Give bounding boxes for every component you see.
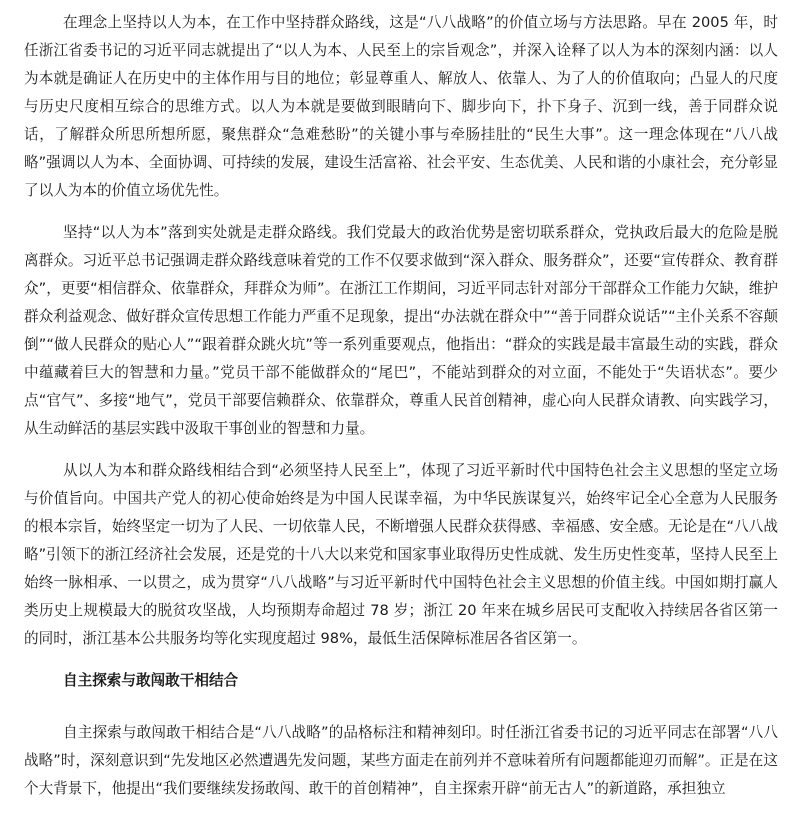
paragraph-exploration: 自主探索与敢闯敢干相结合是“八八战略”的品格标注和精神刻印。时任浙江省委书记的习近平同志在部署“八八战略”时，深刻意识到“先发地区必然遭遇先发问题，某些方面走在前列并不意味着所有问题都能迎刃而解”。正是在这个大背景下，他提出“我们要继续发扬敢闯、敢干的首创精神”，自主探索开辟“前无古人”的新道路，承担独立 <box>24 724 778 797</box>
section-heading: 自主探索与敢闯敢干相结合 <box>63 672 239 689</box>
paragraph-people-supreme: 从以人为本和群众路线相结合到“必须坚持人民至上”，体现了习近平新时代中国特色社会主义思想的坚定立场与价值旨向。中国共产党人的初心使命始终是为中国人民谋幸福，为中华民族谋复兴，始终牢记全心全意为人民服务的根本宗旨，始终坚定一切为了人民、一切依靠人民，不断增强人民群众获得感、幸福感、安全感。无论是在“八八战略”引领下的浙江经济社会发展，还是党的十八大以来党和国家事业取得历史性成就、发生历史性变革，坚持人民至上始终一脉相承、一以贯之，成为贯穿“八八战略”与习近平新时代中国特色社会主义思想的价值主线。中国如期打赢人类历史上规模最大的脱贫攻坚战，人均预期寿命超过 78 岁；浙江 20 年来在城乡居民可支配收入持续居各省区第一的同时，浙江基本公共服务均等化实现度超过 98%，最低生活保障标准居各省区第一。 <box>24 462 778 647</box>
document-body <box>24 9 778 817</box>
paragraph-people-centered: 在理念上坚持以人为本，在工作中坚持群众路线，这是“八八战略”的价值立场与方法思路。早在 2005 年，时任浙江省委书记的习近平同志就提出了“以人为本、人民至上的宗旨观念”，并深入诠释了以人为本的深刻内涵：以人为本就是确证人在历史中的主体作用与目的地位；彰显尊重人、解放人、依靠人、为了人的价值取向；凸显人的尺度与历史尺度相互综合的思维方式。以人为本就是要做到眼睛向下、脚步向下，扑下身子、沉到一线，善于同群众说话，了解群众所思所想所愿，聚焦群众“急难愁盼”的关键小事与牵肠挂肚的“民生大事”。这一理念体现在“八八战略”强调以人为本、全面协调、可持续的发展，建设生活富裕、社会平安、生态优美、人民和谐的小康社会，充分彰显了以人为本的价值立场优先性。 <box>24 14 778 199</box>
paragraph-mass-line: 坚持“以人为本”落到实处就是走群众路线。我们党最大的政治优势是密切联系群众，党执政后最大的危险是脱离群众。习近平总书记强调走群众路线意味着党的工作不仅要求做到“深入群众、服务群众”，还要“宣传群众、教育群众”，更要“相信群众、依靠群众，拜群众为师”。在浙江工作期间，习近平同志针对部分干部群众工作能力欠缺，维护群众利益观念、做好群众宣传思想工作能力严重不足现象，提出“办法就在群众中”“善于同群众说话”“主仆关系不容颠倒”“做人民群众的贴心人”“跟着群众跳火坑”等一系列重要观点，他指出：“群众的实践是最丰富最生动的实践，群众中蕴藏着巨大的智慧和力量。”党员干部不能做群众的“尾巴”，不能站到群众的对立面，不能处于“失语状态”。要少点“官气”、多接“地气”，党员干部要信赖群众、依靠群众，尊重人民首创精神，虚心向人民群众请教、向实践学习，从生动鲜活的基层实践中汲取干事创业的智慧和力量。 <box>24 224 778 437</box>
